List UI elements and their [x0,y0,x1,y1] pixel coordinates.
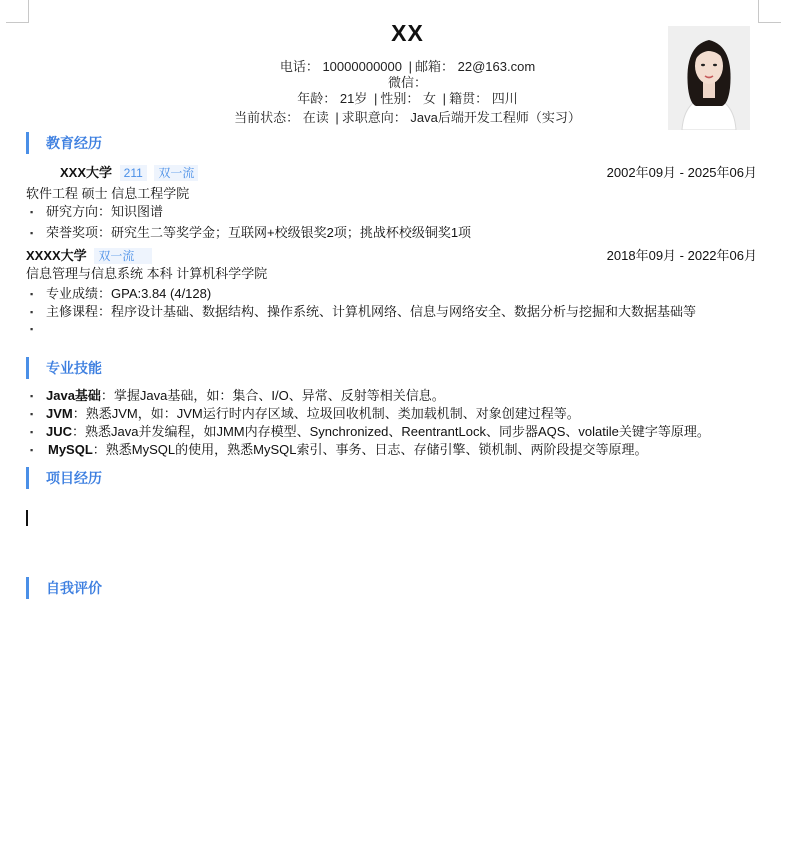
education-entry-1-header [26,164,757,182]
education-entry-2-header [26,247,757,265]
contact-line-1: 电话： 10000000000 | 邮箱： 22@163.com [279,59,536,74]
gender-label: 性别： [380,91,420,106]
wechat-label: 微信： [387,75,427,90]
section-education-title: 教育经历 [26,132,102,154]
contact-line-3: 年龄： 21岁 | 性别： 女 | 籍贯： 四川 [297,91,518,106]
status-value: 在读 [302,110,329,125]
school-name: XXX大学 [60,165,113,180]
intent-label: 求职意向： [341,110,407,125]
age-value: 21岁 [339,91,368,106]
age-label: 年龄： [297,91,337,106]
phone-label: 电话： [279,59,319,74]
section-skills-title: 专业技能 [26,357,102,379]
origin-value: 四川 [491,91,518,106]
contact-line-4: 当前状态： 在读 | 求职意向： Java后端开发工程师（实习） [234,110,581,125]
phone-value: 10000000000 [322,59,402,74]
school-tag: 211 [120,165,147,181]
email-value: 22@163.com [457,59,536,74]
section-self-eval-title: 自我评价 [26,577,102,599]
intent-value: Java后端开发工程师（实习） [410,110,581,125]
status-label: 当前状态： [234,110,300,125]
resume-name: XX [391,20,424,46]
school-tag: 双一流 [154,165,198,181]
education-period: 2002年09月 - 2025年06月 [606,165,757,180]
gender-value: 女 [423,91,437,106]
profile-photo [668,26,750,130]
email-label: 邮箱： [415,59,455,74]
text-cursor[interactable] [26,510,28,526]
education-period: 2018年09月 - 2022年06月 [606,248,757,263]
avatar-icon [668,26,750,130]
school-tag: 双一流 [94,248,152,264]
education-degree-line: 软件工程 硕士 信息工程学院 [26,186,190,201]
origin-label: 籍贯： [449,91,489,106]
school-name: XXXX大学 [26,248,87,263]
education-degree-line: 信息管理与信息系统 本科 计算机科学学院 [26,266,268,281]
section-projects-title: 项目经历 [26,467,102,489]
